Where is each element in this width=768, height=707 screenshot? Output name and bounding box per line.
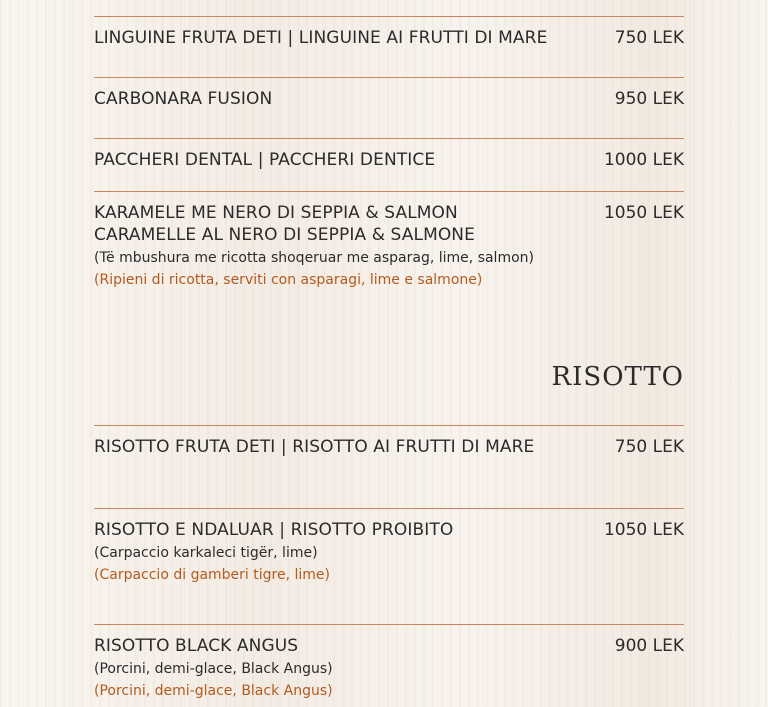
item-price: 750 LEK — [614, 437, 684, 457]
menu-item — [94, 77, 684, 110]
item-name-italian: CARAMELLE AL NERO DI SEPPIA & SALMONE — [94, 225, 475, 245]
divider — [94, 624, 684, 625]
item-name: CARBONARA FUSION — [94, 89, 273, 109]
item-name: LINGUINE FRUTA DETI | LINGUINE AI FRUTTI DI MARE — [94, 28, 548, 48]
item-name: RISOTTO BLACK ANGUS — [94, 636, 299, 656]
item-price: 1000 LEK — [603, 150, 684, 170]
divider — [94, 425, 684, 426]
divider — [94, 191, 684, 192]
item-description: (Porcini, demi-glace, Black Angus) — [94, 661, 333, 677]
divider — [94, 138, 684, 139]
item-name: PACCHERI DENTAL | PACCHERI DENTICE — [94, 150, 436, 170]
menu-item — [94, 425, 684, 458]
divider — [94, 77, 684, 78]
item-price: 1050 LEK — [603, 520, 684, 540]
item-name: RISOTTO FRUTA DETI | RISOTTO AI FRUTTI DI MARE — [94, 437, 535, 457]
item-description-italian: (Ripieni di ricotta, serviti con asparagi, lime e salmone) — [94, 272, 483, 288]
section-title: RISOTTO — [551, 362, 684, 392]
item-name: KARAMELE ME NERO DI SEPPIA & SALMON — [94, 203, 458, 223]
item-price: 900 LEK — [614, 636, 684, 656]
menu-item — [94, 508, 684, 586]
menu-item — [94, 16, 684, 49]
item-description-italian: (Porcini, demi-glace, Black Angus) — [94, 683, 333, 699]
menu-item — [94, 191, 684, 291]
menu-item — [94, 624, 684, 702]
item-price: 1050 LEK — [603, 203, 684, 223]
item-description-italian: (Carpaccio di gamberi tigre, lime) — [94, 567, 330, 583]
item-price: 750 LEK — [614, 28, 684, 48]
item-name: RISOTTO E NDALUAR | RISOTTO PROIBITO — [94, 520, 454, 540]
item-description: (Të mbushura me ricotta shoqeruar me asparag, lime, salmon) — [94, 250, 534, 266]
divider — [94, 16, 684, 17]
menu-item — [94, 138, 684, 171]
divider — [94, 508, 684, 509]
item-description: (Carpaccio karkaleci tigër, lime) — [94, 545, 318, 561]
item-price: 950 LEK — [614, 89, 684, 109]
